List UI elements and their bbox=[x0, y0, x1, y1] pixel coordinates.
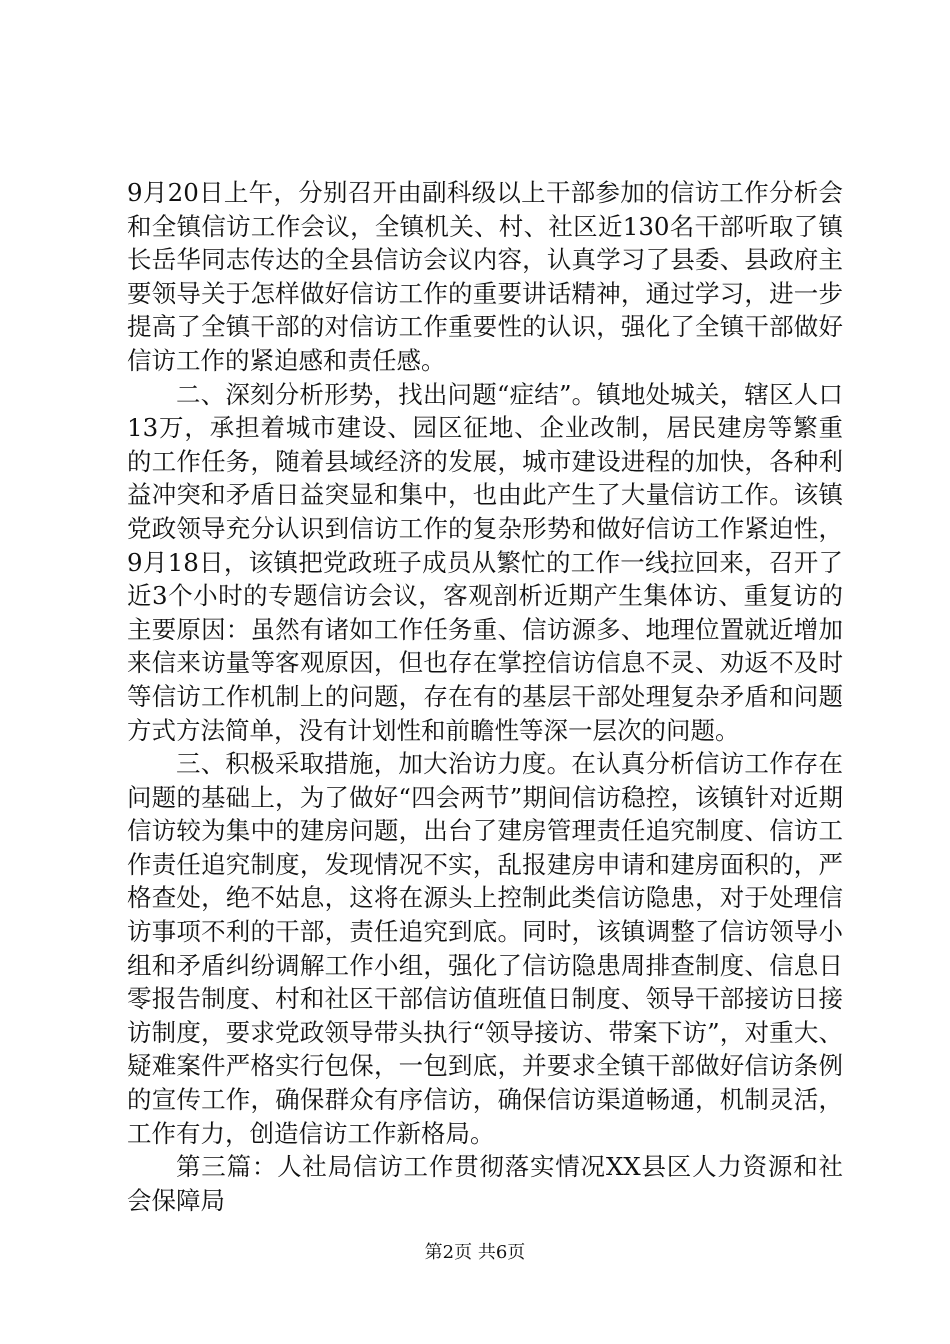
paragraph-1: 9月20日上午，分别召开由副科级以上干部参加的信访工作分析会和全镇信访工作会议，全镇机关、村、社区近130名干部听取了镇长岳华同志传达的全县信访会议内容，认真学习了县委、县政府主要领导关于怎样做好信访工作的重要讲话精神，通过学习，进一步提高了全镇干部的对信访工作重要性的认识，强化了全镇干部做好信访工作的紧迫感和责任感。 bbox=[127, 178, 843, 375]
document-body bbox=[127, 176, 843, 1217]
paragraph-3: 三、积极采取措施，加大治访力度。在认真分析信访工作存在问题的基础上，为了做好“四会两节”期间信访稳控，该镇针对近期信访较为集中的建房问题，出台了建房管理责任追究制度、信访工作责任追究制度，发现情况不实，乱报建房申请和建房面积的，严格查处，绝不姑息，这将在源头上控制此类信访隐患，对于处理信访事项不利的干部，责任追究到底。同时，该镇调整了信访领导小组和矛盾纠纷调解工作小组，强化了信访隐患周排查制度、信息日零报告制度、村和社区干部信访值班值日制度、领导干部接访日接访制度，要求党政领导带头执行“领导接访、带案下访”，对重大、疑难案件严格实行包保，一包到底，并要求全镇干部做好信访条例的宣传工作，确保群众有序信访，确保信访渠道畅通，机制灵活，工作有力，创造信访工作新格局。 bbox=[127, 749, 843, 1148]
section-heading: 第三篇：人社局信访工作贯彻落实情况XX县区人力资源和社会保障局 bbox=[127, 1152, 843, 1215]
paragraph-2: 二、深刻分析形势，找出问题“症结”。镇地处城关，辖区人口13万，承担着城市建设、园区征地、企业改制，居民建房等繁重的工作任务，随着县域经济的发展，城市建设进程的加快，各种利益冲突和矛盾日益突显和集中，也由此产生了大量信访工作。该镇党政领导充分认识到信访工作的复杂形势和做好信访工作紧迫性，9月18日，该镇把党政班子成员从繁忙的工作一线拉回来，召开了近3个小时的专题信访会议，客观剖析近期产生集体访、重复访的主要原因：虽然有诸如工作任务重、信访源多、地理位置就近增加来信来访量等客观原因，但也存在掌控信访信息不灵、劝返不及时等信访工作机制上的问题，存在有的基层干部处理复杂矛盾和问题方式方法简单，没有计划性和前瞻性等深一层次的问题。 bbox=[127, 379, 843, 745]
page-number: 第2页 共6页 bbox=[424, 1242, 526, 1263]
